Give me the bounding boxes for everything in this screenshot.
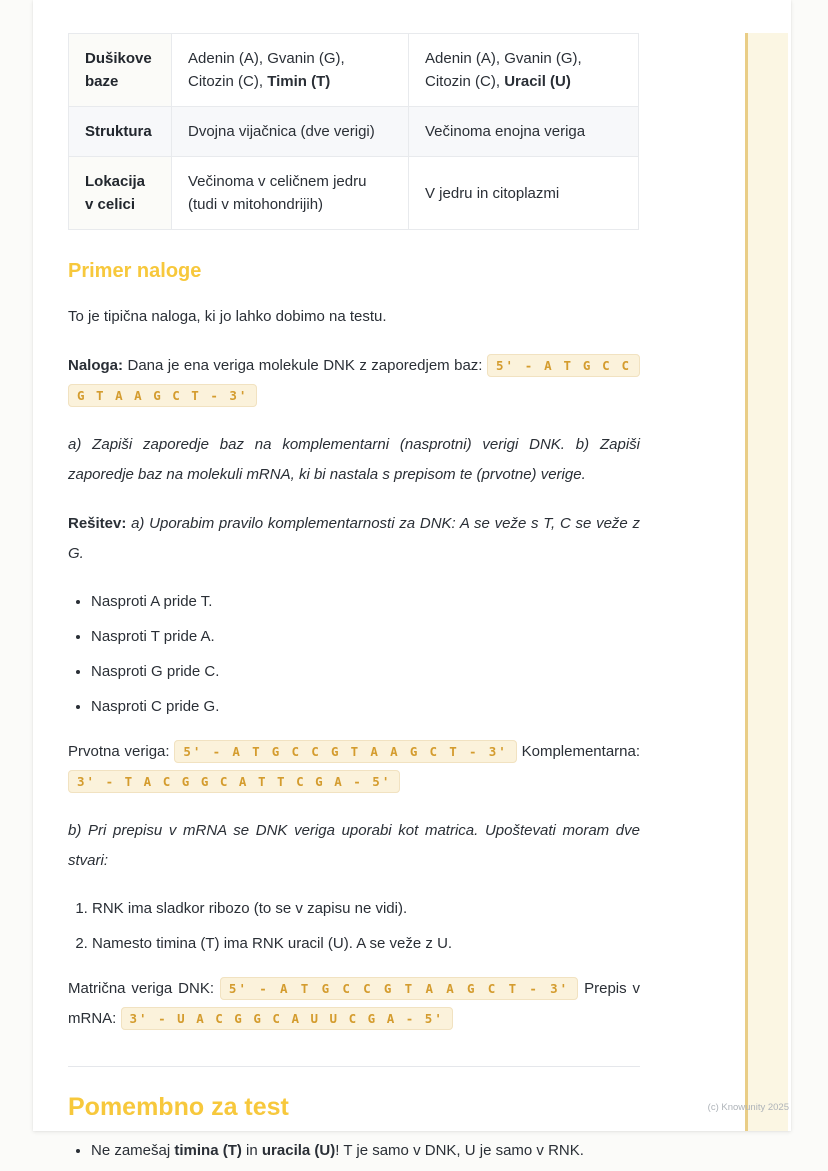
komplementarna-label: Komplementarna: — [521, 743, 641, 760]
watermark: (c) Knowunity 2025 — [707, 1102, 789, 1113]
row-label: Dušikove baze — [69, 34, 172, 107]
list-item: 1. RNK ima sladkor ribozo (to se v zapisu ne vidi). — [92, 898, 640, 920]
test-warning-list — [68, 1140, 640, 1162]
rnk-cell: Adenin (A), Gvanin (G), Citozin (C), Uracil (U) — [409, 34, 639, 107]
table-row — [69, 34, 639, 107]
dna-sequence-code: 5' - A T G C C G T A A G C T - 3' — [174, 740, 516, 763]
section-title-primer-naloge: Primer naloge — [68, 260, 202, 282]
matricna-paragraph — [68, 974, 640, 1034]
naloga-label: Naloga: — [68, 357, 124, 374]
b-task-paragraph: b) Pri prepisu v mRNA se DNK veriga uporabi kot matrica. Upoštevati moram dve stvari: — [68, 822, 640, 869]
list-item: • Nasproti T pride A. — [91, 626, 640, 648]
dna-sequence-code: 5' - A T G C C G T A A G C T - 3' — [68, 354, 640, 407]
resitev-paragraph: Rešitev: a) Uporabim pravilo komplementarnosti za DNK: A se veže s T, C se veže z G. — [68, 515, 640, 562]
list-item: • Ne zamešaj timina (T) in uracila (U)! T je samo v DNK, U je samo v RNK. — [91, 1140, 640, 1162]
note-page-sheet — [33, 0, 791, 1159]
decorative-right-stripe — [745, 33, 788, 1131]
prepis-label: Prepis v mRNA: — [68, 980, 641, 1027]
note-content — [68, 33, 640, 1162]
dna-sequence-code: 3' - T A C G G C A T T C G A - 5' — [68, 770, 400, 793]
rna-rules-list — [68, 898, 640, 955]
row-label: Lokacija v celici — [69, 157, 172, 230]
rnk-cell: Večinoma enojna veriga — [409, 107, 639, 157]
intro-paragraph: To je tipična naloga, ki jo lahko dobimo na testu. — [68, 308, 387, 325]
list-item: • Nasproti G pride C. — [91, 661, 640, 683]
section-title-pomembno: Pomembno za test — [68, 1093, 289, 1121]
row-label: Struktura — [69, 107, 172, 157]
pairing-rules-list — [68, 591, 640, 718]
dnk-cell: Adenin (A), Gvanin (G), Citozin (C), Timin (T) — [172, 34, 409, 107]
list-item: 2. Namesto timina (T) ima RNK uracil (U). A se veže z U. — [92, 933, 640, 955]
table-row — [69, 107, 639, 157]
naloga-paragraph: Naloga: Dana je ena veriga molekule DNK z zaporedjem baz: 5' - A T G C C G T A A G C T - 3' — [68, 351, 640, 411]
rnk-cell: V jedru in citoplazmi — [409, 157, 639, 230]
dnk-rnk-comparison-table — [68, 33, 639, 230]
tasks-paragraph: a) Zapiši zaporedje baz na komplementarni (nasprotni) verigi DNK. b) Zapiši zaporedje baz na molekuli mRNA, ki bi nastala s prepisom te (prvotne) verige. — [68, 436, 640, 483]
list-item: • Nasproti A pride T. — [91, 591, 640, 613]
matricna-label: Matrična veriga DNK: — [68, 980, 215, 997]
dnk-cell: Večinoma v celičnem jedru (tudi v mitohondrijih) — [172, 157, 409, 230]
resitev-label: Rešitev: — [68, 515, 127, 532]
list-item: • Nasproti C pride G. — [91, 696, 640, 718]
rna-sequence-code: 3' - U A C G G C A U U C G A - 5' — [121, 1007, 453, 1030]
prvotna-paragraph — [68, 737, 640, 797]
dnk-cell: Dvojna vijačnica (dve verigi) — [172, 107, 409, 157]
dna-sequence-code: 5' - A T G C C G T A A G C T - 3' — [220, 977, 578, 1000]
section-divider — [68, 1066, 640, 1067]
table-row — [69, 157, 639, 230]
prvotna-label: Prvotna veriga: — [68, 743, 170, 760]
